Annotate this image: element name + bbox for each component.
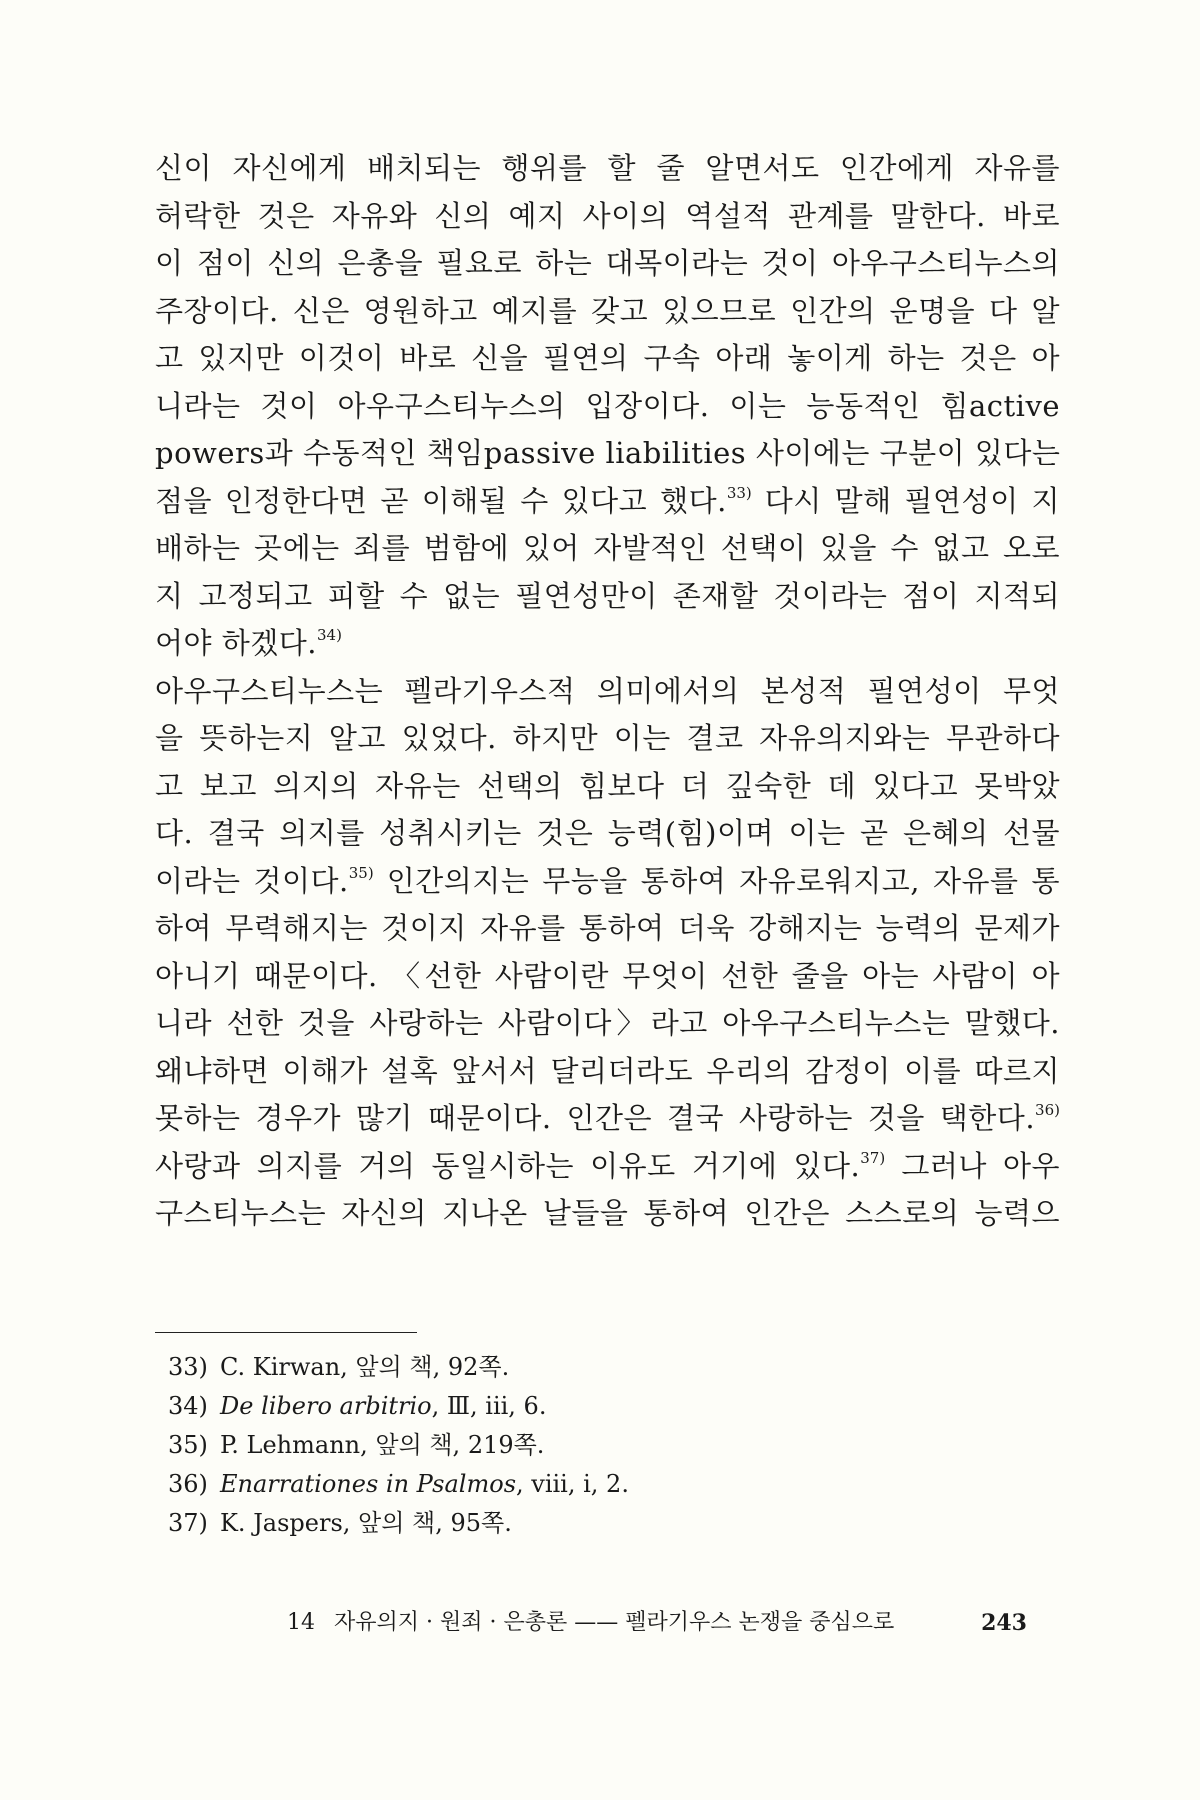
footnote-33 (168, 1348, 1028, 1387)
text-line: 허락한 것은 자유와 신의 예지 사이의 역설적 관계를 말한다. 바로 (155, 198, 1060, 233)
text-line (155, 858, 1060, 906)
text-line: 니라 선한 것을 사랑하는 사람이다〉라고 아우구스티누스는 말했다. (155, 1006, 1060, 1040)
text-segment: 못하는 경우가 많기 때문이다. 인간은 결국 사랑하는 것을 택한다. (155, 1101, 1036, 1135)
page-number: 243 (981, 1610, 1027, 1636)
footnote-number: 37) (168, 1509, 208, 1537)
text-segment: 그러나 아우 (901, 1148, 1061, 1183)
text-line: 아니기 때문이다. 〈선한 사람이란 무엇이 선한 줄을 아는 사람이 아 (155, 958, 1060, 993)
text-segment: 이라는 것이다. (155, 863, 349, 898)
text-line (155, 620, 1060, 668)
footnote-ref-36[interactable]: 36) (1035, 1101, 1060, 1119)
text-line: 니라는 것이 아우구스티누스의 입장이다. 이는 능동적인 힘active (155, 388, 1060, 423)
paragraph-2 (155, 668, 1060, 1238)
body-text (155, 145, 1060, 1238)
footnote-number: 36) (168, 1470, 208, 1498)
text-line: 아우구스티누스는 펠라기우스적 의미에서의 본성적 필연성이 무엇 (155, 673, 1060, 708)
footnote-text: , Ⅲ, iii, 6. (431, 1392, 547, 1420)
text-segment: 인간의지는 무능을 통하여 자유로워지고, 자유를 통 (386, 863, 1060, 898)
footnote-text: C. Kirwan, 앞의 책, 92쪽. (220, 1353, 510, 1381)
footnote-text: P. Lehmann, 앞의 책, 219쪽. (220, 1431, 545, 1459)
footnote-37 (168, 1504, 1028, 1543)
footnote-number: 33) (168, 1353, 208, 1381)
text-line: 이 점이 신의 은총을 필요로 하는 대목이라는 것이 아우구스티누스의 (155, 246, 1060, 280)
text-line: powers과 수동적인 책임passive liabilities 사이에는 구분이 있다는 (155, 436, 1061, 470)
text-line: 신이 자신에게 배치되는 행위를 할 줄 알면서도 인간에게 자유를 (155, 151, 1060, 185)
text-line: 고 있지만 이것이 바로 신을 필연의 구속 아래 놓이게 하는 것은 아 (155, 341, 1060, 375)
footnote-title: De libero arbitrio (220, 1392, 432, 1420)
text-segment: 점을 인정한다면 곧 이해될 수 있다고 했다. (155, 483, 727, 518)
text-segment: 사랑과 의지를 거의 동일시하는 이유도 거기에 있다. (155, 1148, 861, 1183)
footnote-text: , viii, ⅰ, 2. (516, 1470, 629, 1498)
text-line: 고 보고 의지의 자유는 선택의 힘보다 더 깊숙한 데 있다고 못박았 (155, 768, 1060, 803)
text-line: 다. 결국 의지를 성취시키는 것은 능력(힘)이며 이는 곧 은혜의 선물 (155, 816, 1060, 850)
chapter-number: 14 (287, 1610, 315, 1635)
footnote-ref-35[interactable]: 35) (348, 863, 374, 882)
footnote-35 (168, 1426, 1028, 1465)
footnote-ref-33[interactable]: 33) (726, 483, 752, 502)
text-line: 하여 무력해지는 것이지 자유를 통하여 더욱 강해지는 능력의 문제가 (155, 911, 1060, 945)
running-footer (287, 1605, 1027, 1641)
chapter-title: 자유의지 · 원죄 · 은총론 —— 펠라기우스 논쟁을 중심으로 (334, 1610, 895, 1635)
text-line: 지 고정되고 피할 수 없는 필연성만이 존재할 것이라는 점이 지적되 (155, 578, 1060, 613)
footnote-title: Enarrationes in Psalmos (220, 1470, 517, 1498)
footnote-number: 34) (168, 1392, 208, 1420)
footnote-34 (168, 1387, 1028, 1426)
text-line: 배하는 곳에는 죄를 범함에 있어 자발적인 선택이 있을 수 없고 오로 (155, 531, 1060, 565)
footnote-divider (155, 1332, 417, 1333)
text-line (155, 478, 1060, 526)
footnote-36 (168, 1465, 1028, 1504)
footnote-text: K. Jaspers, 앞의 책, 95쪽. (220, 1509, 512, 1537)
paragraph-1 (155, 145, 1060, 668)
text-line: 을 뜻하는지 알고 있었다. 하지만 이는 결코 자유의지와는 무관하다 (155, 721, 1060, 755)
text-segment: 어야 하겠다. (155, 626, 318, 660)
footnote-ref-37[interactable]: 37) (860, 1148, 886, 1167)
footnote-ref-34[interactable]: 34) (317, 626, 342, 644)
text-line (155, 1095, 1060, 1143)
footnotes (168, 1348, 1028, 1543)
text-line: 주장이다. 신은 영원하고 예지를 갖고 있으므로 인간의 운명을 다 알 (155, 293, 1060, 328)
text-segment: 다시 말해 필연성이 지 (764, 483, 1060, 518)
text-line (155, 1143, 1060, 1191)
text-line: 왜냐하면 이해가 설혹 앞서서 달리더라도 우리의 감정이 이를 따르지 (155, 1053, 1060, 1088)
footnote-number: 35) (168, 1431, 208, 1459)
text-line: 구스티누스는 자신의 지나온 날들을 통하여 인간은 스스로의 능력으 (155, 1196, 1060, 1230)
